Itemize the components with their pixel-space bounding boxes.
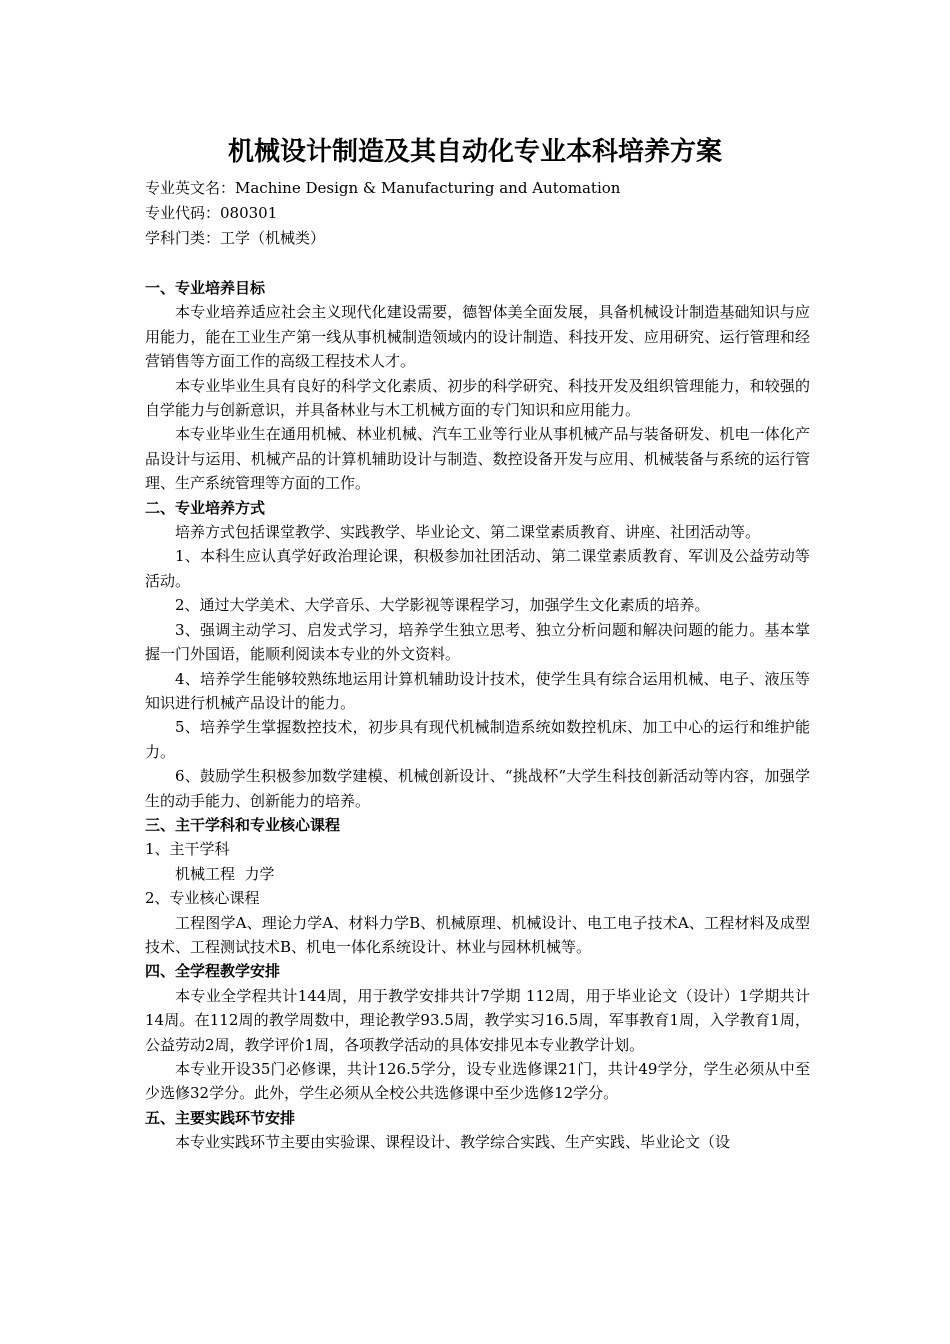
section-heading-schedule: 四、全学程教学安排 — [145, 962, 281, 981]
paragraph: 本专业全学程共计144周，用于教学安排共计7学期 112周，用于毕业论文（设计）1学期共计14周。在112周的教学周数中，理论教学93.5周，教学实习16.5周，军事教育1周，入学教育1周，公益劳动2周，教学评价1周，各项教学活动的具体安排见本专业教学计划。 — [145, 986, 810, 1054]
program-code-line: 专业代码：080301 — [145, 204, 278, 222]
paragraph: 本专业开设35门必修课，共计126.5学分，设专业选修课21门，共计49学分，学生必须从中至少选修32学分。此外，学生必须从全校公共选修课中至少选修12学分。 — [145, 1060, 810, 1103]
document-body — [145, 276, 810, 1155]
section-heading-training-methods: 二、专业培养方式 — [145, 498, 266, 517]
section-heading-core-courses: 三、主干学科和专业核心课程 — [145, 815, 341, 834]
paragraph: 本专业培养适应社会主义现代化建设需要，德智体美全面发展，具备机械设计制造基础知识与应用能力，能在工业生产第一线从事机械制造领域内的设计制造、科技开发、应用研究、运行管理和经营销售等方面工作的高级工程技术人才。 — [145, 303, 810, 371]
paragraph: 本专业毕业生具有良好的科学文化素质、初步的科学研究、科技开发及组织管理能力，和较强的自学能力与创新意识，并具备林业与木工机械方面的专门知识和应用能力。 — [145, 376, 810, 420]
main-disciplines-content: 机械工程 力学 — [175, 864, 275, 883]
list-item: 6、鼓励学生积极参加数学建模、机械创新设计、“挑战杯”大学生科技创新活动等内容，加强学生的动手能力、创新能力的培养。 — [145, 767, 810, 810]
list-item: 1、本科生应认真学好政治理论课，积极参加社团活动、第二课堂素质教育、军训及公益劳动等活动。 — [145, 547, 810, 590]
list-item: 4、培养学生能够较熟练地运用计算机辅助设计技术，使学生具有综合运用机械、电子、液压等知识进行机械产品设计的能力。 — [145, 669, 810, 712]
program-meta — [145, 176, 620, 251]
paragraph: 培养方式包括课堂教学、实践教学、毕业论文、第二课堂素质教育、讲座、社团活动等。 — [175, 523, 761, 542]
document-title: 机械设计制造及其自动化专业本科培养方案 — [227, 137, 722, 167]
section-heading-practice: 五、主要实践环节安排 — [145, 1108, 296, 1127]
list-item: 2、通过大学美术、大学音乐、大学影视等课程学习，加强学生文化素质的培养。 — [175, 596, 710, 615]
list-item: 5、培养学生掌握数控技术，初步具有现代机械制造系统如数控机床、加工中心的运行和维护能力。 — [145, 718, 810, 761]
list-item: 3、强调主动学习、启发式学习，培养学生独立思考、独立分析问题和解决问题的能力。基本掌握一门外国语，能顺利阅读本专业的外文资料。 — [145, 620, 810, 664]
english-name-line: 专业英文名：Machine Design & Manufacturing and Automation — [145, 179, 621, 197]
paragraph: 本专业毕业生在通用机械、林业机械、汽车工业等行业从事机械产品与装备研发、机电一体化产品设计与运用、机械产品的计算机辅助设计与制造、数控设备开发与应用、机械装备与系统的运行管理、生产系统管理等方面的工作。 — [145, 425, 810, 493]
core-courses-content: 工程图学A、理论力学A、材料力学B、机械原理、机械设计、电工电子技术A、工程材料及成型技术、工程测试技术B、机电一体化系统设计、林业与园林机械等。 — [145, 913, 810, 956]
subheading-main-disciplines: 1、主干学科 — [145, 840, 230, 859]
discipline-category-line: 学科门类：工学（机械类） — [145, 229, 326, 247]
paragraph: 本专业实践环节主要由实验课、课程设计、教学综合实践、生产实践、毕业论文（设 — [175, 1133, 731, 1152]
subheading-core-courses: 2、专业核心课程 — [145, 889, 260, 908]
section-heading-objectives: 一、专业培养目标 — [145, 279, 266, 297]
